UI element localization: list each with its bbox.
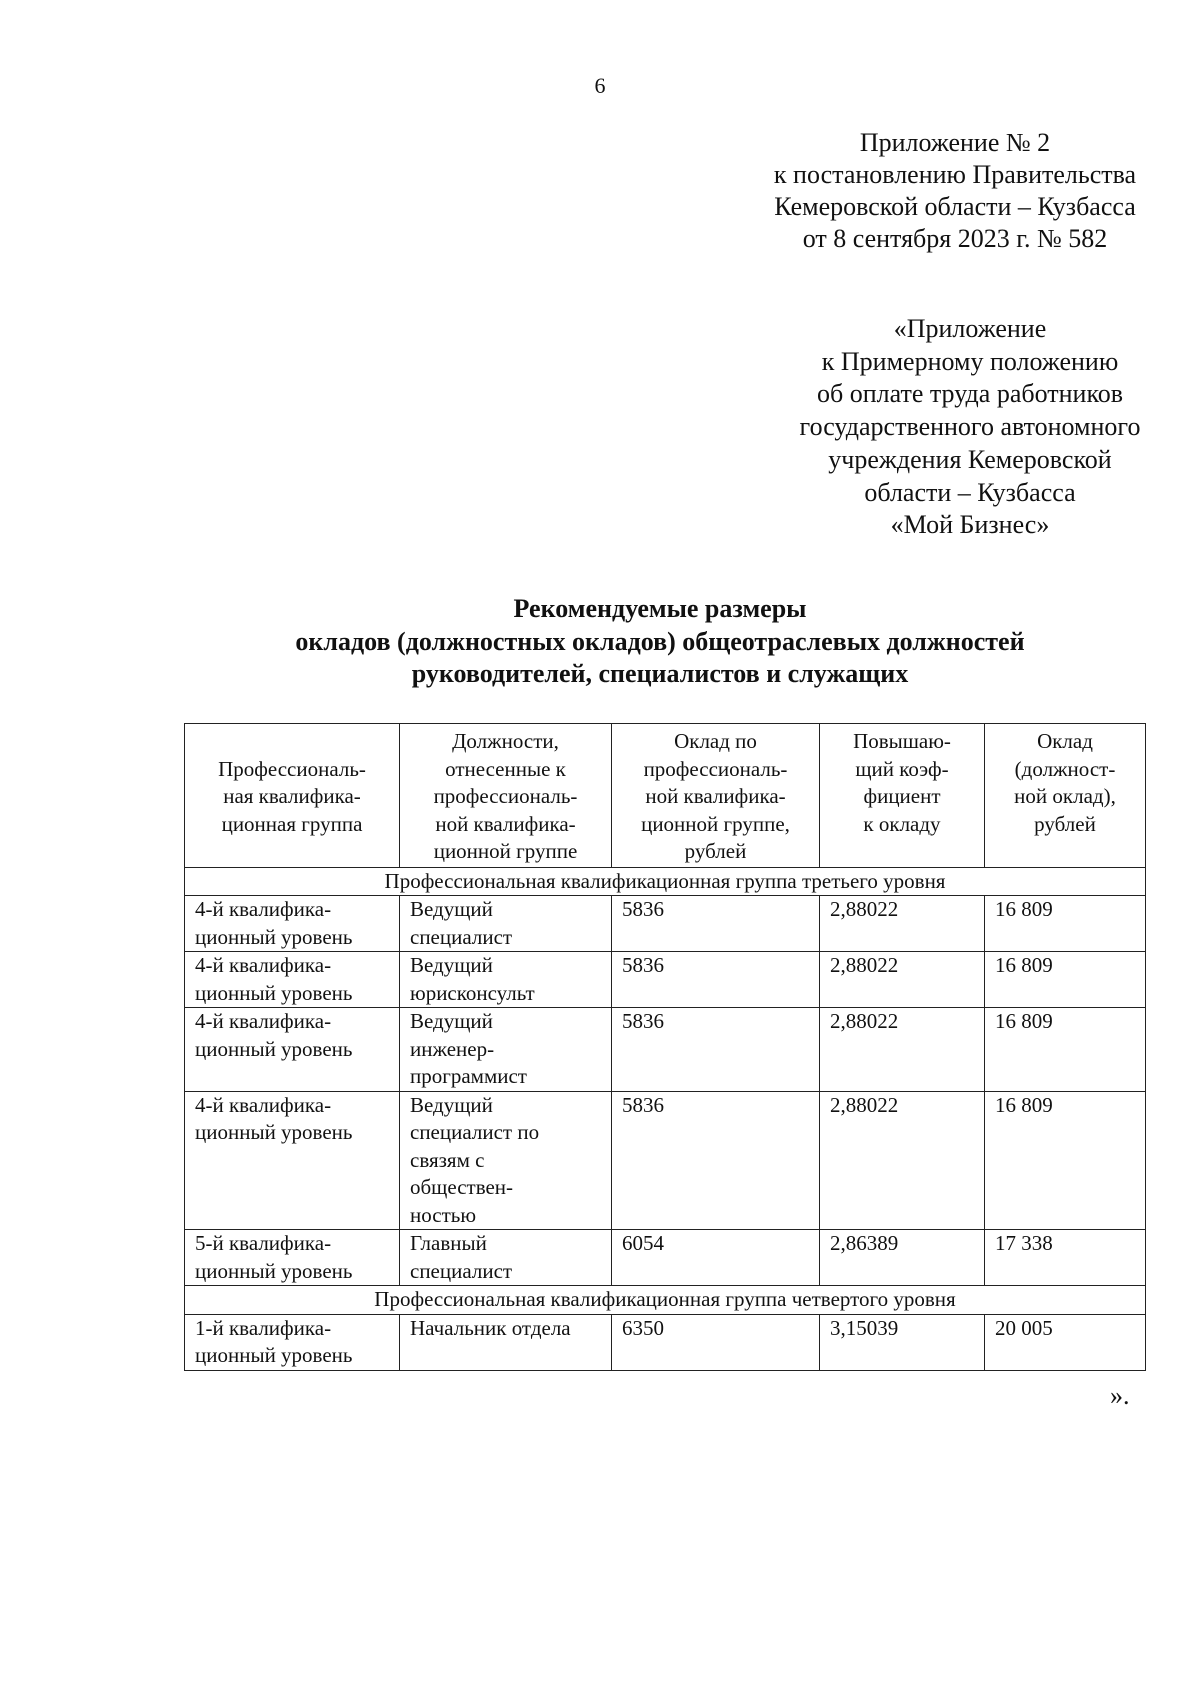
cell-level: 1-й квалифика- ционный уровень [185, 1314, 400, 1370]
cell-base: 5836 [612, 1008, 820, 1092]
cell-position: Начальник отдела [400, 1314, 612, 1370]
inner-appendix-header [770, 313, 1170, 542]
title-line: руководителей, специалистов и служащих [411, 659, 909, 688]
header-salary: Оклад (должност- ной оклад), рублей [985, 724, 1146, 868]
cell-salary: 16 809 [985, 1008, 1146, 1092]
cell-position: Ведущий инженер- программист [400, 1008, 612, 1092]
cell-coef: 2,88022 [820, 896, 985, 952]
cell-base: 5836 [612, 1091, 820, 1230]
inner-appendix-line: об оплате труда работников [816, 379, 1124, 409]
inner-appendix-line: области – Кузбасса [864, 477, 1076, 507]
cell-level: 4-й квалифика- ционный уровень [185, 1091, 400, 1230]
group-row [185, 1286, 1146, 1315]
closing-quote-mark: ». [1110, 1381, 1130, 1410]
cell-salary: 20 005 [985, 1314, 1146, 1370]
title-line: окладов (должностных окладов) общеотраслевых должностей [295, 626, 1025, 656]
table-row [185, 1230, 1146, 1286]
inner-appendix-line: «Приложение [893, 314, 1047, 343]
appendix-line: от 8 сентября 2023 г. № 582 [802, 224, 1108, 253]
appendix-header [755, 127, 1155, 255]
table-header-row [185, 724, 1146, 868]
cell-base: 6350 [612, 1314, 820, 1370]
cell-salary: 16 809 [985, 1091, 1146, 1230]
cell-base: 5836 [612, 896, 820, 952]
cell-coef: 2,88022 [820, 1008, 985, 1092]
cell-coef: 2,86389 [820, 1230, 985, 1286]
cell-level: 4-й квалифика- ционный уровень [185, 896, 400, 952]
cell-position: Ведущий специалист по связям с обществен- ностью [400, 1091, 612, 1230]
cell-position: Ведущий юрисконсульт [400, 952, 612, 1008]
group-row [185, 867, 1146, 896]
table-row [185, 896, 1146, 952]
inner-appendix-line: государственного автономного [799, 412, 1141, 442]
inner-appendix-line: «Мой Бизнес» [890, 510, 1050, 540]
header-coefficient: Повышаю- щий коэф- фициент к окладу [820, 724, 985, 868]
title-line: Рекомендуемые размеры [513, 594, 807, 623]
group-title: Профессиональная квалификационная группа четвертого уровня [185, 1286, 1146, 1315]
cell-base: 5836 [612, 952, 820, 1008]
cell-base: 6054 [612, 1230, 820, 1286]
cell-coef: 2,88022 [820, 952, 985, 1008]
cell-coef: 3,15039 [820, 1314, 985, 1370]
cell-level: 5-й квалифика- ционный уровень [185, 1230, 400, 1286]
cell-position: Главный специалист [400, 1230, 612, 1286]
appendix-line: Приложение № 2 [859, 128, 1051, 157]
inner-appendix-line: к Примерному положению [821, 346, 1119, 376]
cell-salary: 17 338 [985, 1230, 1146, 1286]
cell-position: Ведущий специалист [400, 896, 612, 952]
cell-salary: 16 809 [985, 896, 1146, 952]
document-title [180, 593, 1140, 691]
cell-salary: 16 809 [985, 952, 1146, 1008]
cell-coef: 2,88022 [820, 1091, 985, 1230]
table-row [185, 1314, 1146, 1370]
header-qualification-group: Профессиональ- ная квалифика- ционная группа [185, 724, 400, 868]
inner-appendix-line: учреждения Кемеровской [828, 444, 1112, 474]
page-number: 6 [594, 73, 606, 98]
table-row [185, 952, 1146, 1008]
appendix-line: к постановлению Правительства [773, 160, 1137, 189]
group-title: Профессиональная квалификационная группа третьего уровня [185, 867, 1146, 896]
cell-level: 4-й квалифика- ционный уровень [185, 952, 400, 1008]
table-row [185, 1008, 1146, 1092]
cell-level: 4-й квалифика- ционный уровень [185, 1008, 400, 1092]
salary-table [184, 723, 1146, 1371]
header-positions: Должности, отнесенные к профессиональ- ной квалифика- ционной группе [400, 724, 612, 868]
appendix-line: Кемеровской области – Кузбасса [774, 192, 1136, 221]
header-base-salary: Оклад по профессиональ- ной квалифика- ционной группе, рублей [612, 724, 820, 868]
table-row [185, 1091, 1146, 1230]
